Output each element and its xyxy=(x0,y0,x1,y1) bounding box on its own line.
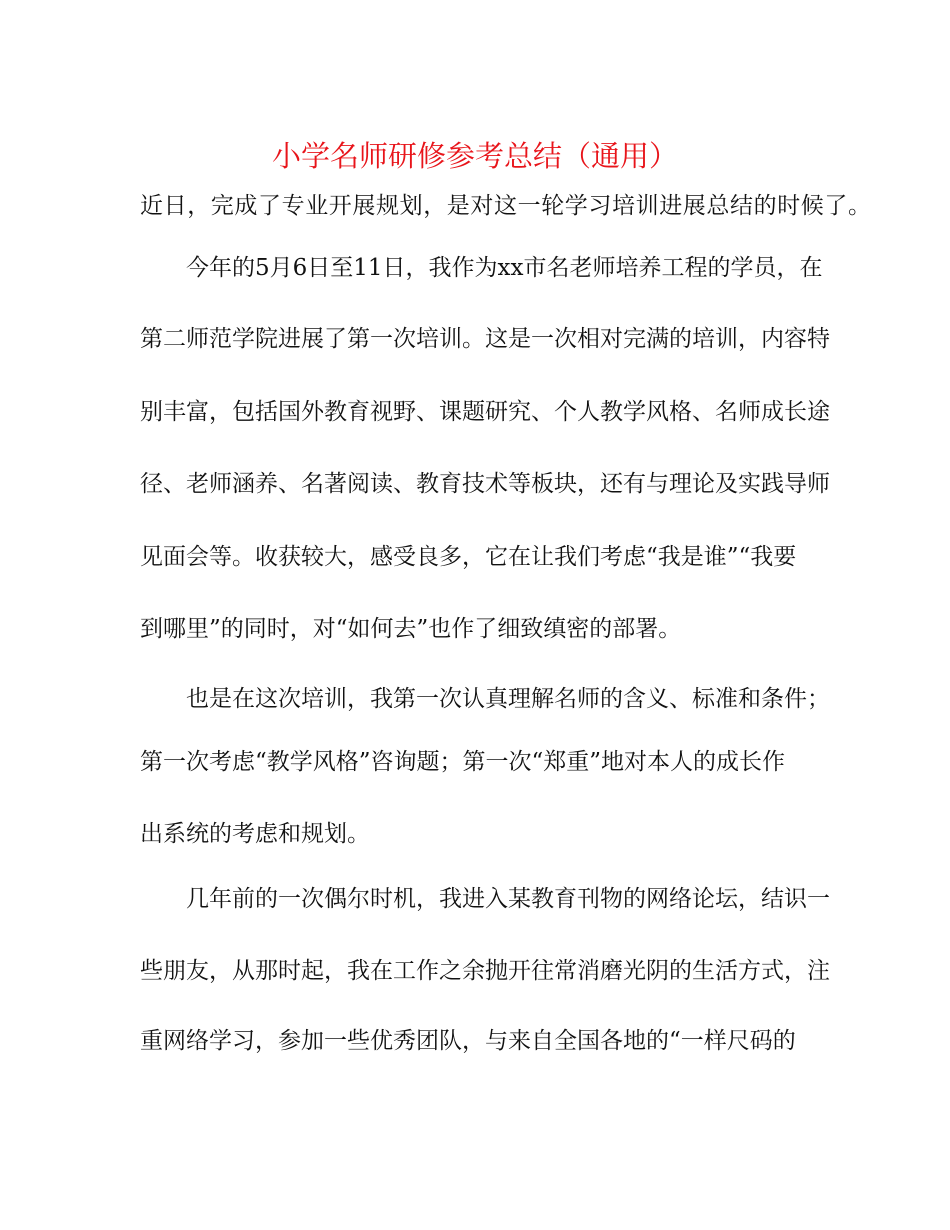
paragraph-line: 别丰富，包括国外教育视野、课题研究、个人教学风格、名师成长途 xyxy=(140,399,830,425)
document-title: 小学名师研修参考总结（通用） xyxy=(271,139,678,173)
intro-line: 近日，完成了专业开展规划，是对这一轮学习培训进展总结的时候了。 xyxy=(140,193,872,219)
paragraph-line: 也是在这次培训，我第一次认真理解名师的含义、标准和条件； xyxy=(186,686,830,712)
paragraph-line: 今年的5月6日至11日，我作为xx市名老师培养工程的学员，在 xyxy=(186,255,823,281)
paragraph-line: 几年前的一次偶尔时机，我进入某教育刊物的网络论坛，结识一 xyxy=(186,886,830,912)
paragraph-line: 第一次考虑“教学风格”咨询题；第一次“郑重”地对本人的成长作 xyxy=(140,749,786,775)
paragraph-line: 见面会等。收获较大，感受良多，它在让我们考虑“我是谁”“我要 xyxy=(140,544,797,570)
paragraph-line: 第二师范学院进展了第一次培训。这是一次相对完满的培训，内容特 xyxy=(140,326,830,352)
paragraph-line: 些朋友，从那时起，我在工作之余抛开往常消磨光阴的生活方式，注 xyxy=(140,958,830,984)
paragraph-line: 出系统的考虑和规划。 xyxy=(140,821,370,847)
paragraph-line: 到哪里”的同时，对“如何去”也作了细致缜密的部署。 xyxy=(140,616,682,642)
paragraph-line: 径、老师涵养、名著阅读、教育技术等板块，还有与理论及实践导师 xyxy=(140,471,830,497)
paragraph-line: 重网络学习，参加一些优秀团队，与来自全国各地的“一样尺码的 xyxy=(140,1028,796,1054)
